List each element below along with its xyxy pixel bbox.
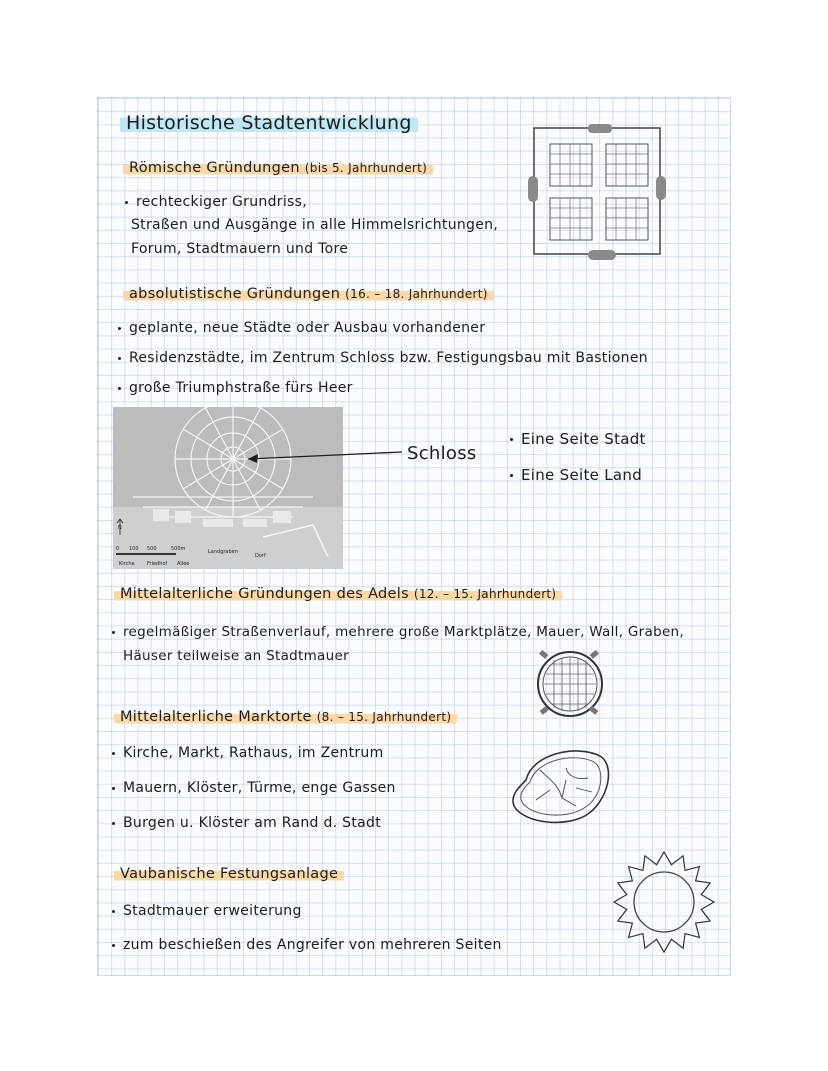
star-fortress-outline: [614, 852, 714, 952]
medieval-market-period: (8. – 15. Jahrhundert): [316, 710, 452, 724]
section-heading-roman: [123, 160, 433, 176]
page-title: Historische Stadtentwicklung: [120, 112, 418, 134]
section-heading-medieval-market: [114, 709, 457, 725]
absolut-bullet-2: Residenzstädte, im Zentrum Schloss bzw. Festigungsbau mit Bastionen: [118, 350, 648, 366]
medieval-noble-bullet: regelmäßiger Straßenverlauf, mehrere große Marktplätze, Mauer, Wall, Graben,: [112, 624, 684, 640]
medieval-noble-bullet-cont: Häuser teilweise an Stadtmauer: [123, 648, 349, 664]
roman-line-2: Straßen und Ausgänge in alle Himmelsrichtungen,: [131, 217, 499, 233]
map-scale-500a: 500: [147, 546, 157, 552]
absolut-period: (16. – 18. Jahrhundert): [345, 287, 488, 301]
roman-period: (bis 5. Jahrhundert): [304, 161, 428, 175]
schloss-label: Schloss: [407, 443, 477, 464]
roman-town-plan-drawing: [518, 124, 678, 264]
vauban-bullet-2: zum beschießen des Angreifer von mehreren Seiten: [112, 937, 502, 953]
roman-line-3: Forum, Stadtmauern und Tore: [131, 241, 349, 257]
section-heading-absolutist: [123, 286, 494, 302]
map-legend-kirche: Kirche: [119, 561, 135, 567]
medieval-market-bullet-1: Kirche, Markt, Rathaus, im Zentrum: [112, 745, 384, 761]
absolut-bullet-1: geplante, neue Städte oder Ausbau vorhandener: [118, 320, 485, 336]
medieval-noble-period: (12. – 15. Jahrhundert): [413, 587, 557, 601]
map-scale-100: 100: [129, 546, 139, 552]
medieval-market-heading-text: Mittelalterliche Marktorte: [120, 709, 312, 725]
absolut-heading-text: absolutistische Gründungen: [129, 286, 341, 302]
absolut-bullet-3: große Triumphstraße fürs Heer: [118, 380, 353, 396]
medieval-market-bullet-3: Burgen u. Klöster am Rand d. Stadt: [112, 815, 381, 831]
roman-heading-text: Römische Gründungen: [129, 160, 300, 176]
walled-town-drawing: [530, 648, 610, 720]
map-scale-0: 0: [116, 546, 120, 552]
roman-line-1: rechteckiger Grundriss,: [125, 194, 307, 210]
schloss-arrow: [240, 448, 410, 468]
medieval-noble-heading-text: Mittelalterliche Gründungen des Adels: [120, 586, 409, 602]
map-note-land: Eine Seite Land: [510, 466, 642, 484]
medieval-market-bullet-2: Mauern, Klöster, Türme, enge Gassen: [112, 780, 396, 796]
star-fortress-drawing: [612, 850, 716, 954]
map-note-stadt: Eine Seite Stadt: [510, 430, 646, 448]
map-legend-allee: Allee: [177, 561, 190, 567]
baroque-city-map: [113, 407, 343, 569]
map-north-label: N: [118, 525, 122, 531]
vauban-bullet-1: Stadtmauer erweiterung: [112, 903, 302, 919]
map-label-landgraben: Landgraben: [208, 549, 238, 555]
map-label-dorf: Dorf: [255, 553, 266, 559]
market-town-drawing: [506, 740, 616, 830]
map-scale-500m: 500m: [171, 546, 186, 552]
section-heading-vauban: Vaubanische Festungsanlage: [114, 866, 344, 882]
map-legend-friedhof: Friedhof: [147, 561, 168, 567]
section-heading-medieval-noble: [114, 586, 562, 602]
